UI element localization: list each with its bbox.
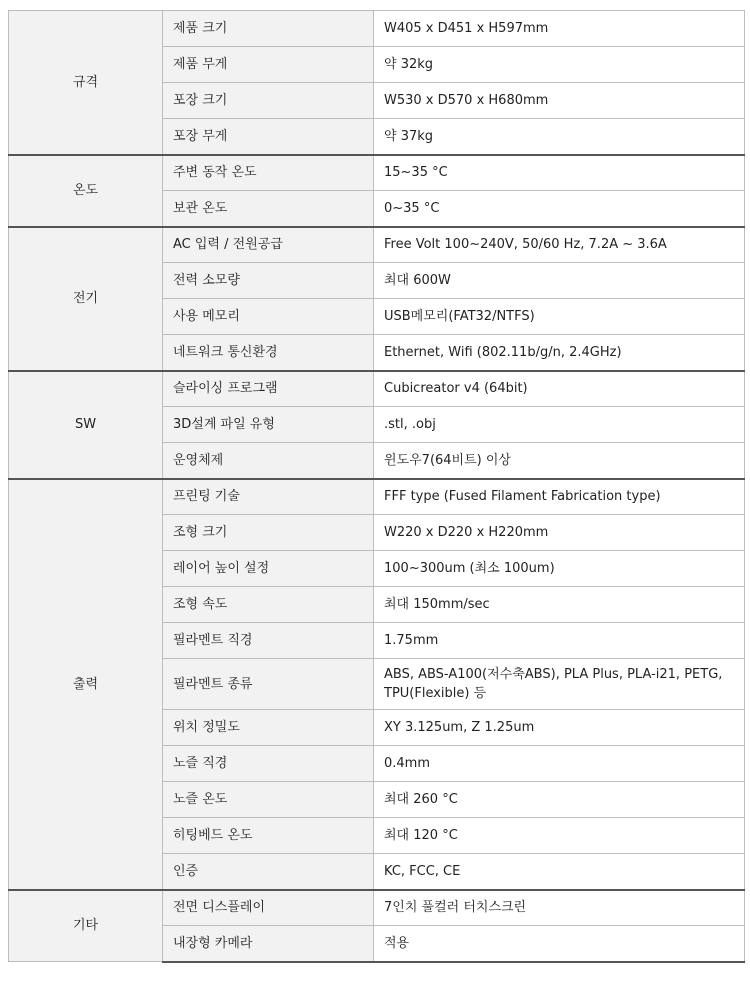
spec-value: 적용 [374,926,745,962]
spec-row [9,227,745,263]
spec-item-label: 포장 크기 [163,83,374,119]
spec-value: 0.4mm [374,746,745,782]
category-cell: 출력 [9,479,163,890]
spec-value: FFF type (Fused Filament Fabrication type) [374,479,745,515]
category-cell: 온도 [9,155,163,227]
spec-value: 0~35 °C [374,191,745,227]
spec-row [9,890,745,926]
spec-value: .stl, .obj [374,407,745,443]
spec-value: Cubicreator v4 (64bit) [374,371,745,407]
spec-value: 최대 600W [374,263,745,299]
spec-value: 1.75mm [374,623,745,659]
spec-item-label: 전면 디스플레이 [163,890,374,926]
spec-value: 15~35 °C [374,155,745,191]
spec-item-label: 제품 크기 [163,11,374,47]
spec-value: 최대 150mm/sec [374,587,745,623]
spec-value: 최대 260 °C [374,782,745,818]
spec-item-label: 전력 소모량 [163,263,374,299]
spec-row [9,11,745,47]
spec-item-label: 조형 속도 [163,587,374,623]
spec-item-label: 조형 크기 [163,515,374,551]
spec-value: Ethernet, Wifi (802.11b/g/n, 2.4GHz) [374,335,745,371]
spec-item-label: 히팅베드 온도 [163,818,374,854]
spec-item-label: 제품 무게 [163,47,374,83]
spec-value: 약 32kg [374,47,745,83]
spec-item-label: 주변 동작 온도 [163,155,374,191]
spec-value: ABS, ABS-A100(저수축ABS), PLA Plus, PLA-i21, PETG, TPU(Flexible) 등 [374,659,745,710]
category-cell: SW [9,371,163,479]
spec-item-label: 사용 메모리 [163,299,374,335]
spec-item-label: 위치 정밀도 [163,710,374,746]
spec-item-label: 노즐 온도 [163,782,374,818]
spec-item-label: 포장 무게 [163,119,374,155]
spec-value: 최대 120 °C [374,818,745,854]
category-cell: 규격 [9,11,163,155]
spec-item-label: 운영체제 [163,443,374,479]
spec-item-label: 인증 [163,854,374,890]
spec-item-label: AC 입력 / 전원공급 [163,227,374,263]
spec-value: Free Volt 100~240V, 50/60 Hz, 7.2A ~ 3.6A [374,227,745,263]
spec-value: 윈도우7(64비트) 이상 [374,443,745,479]
spec-item-label: 레이어 높이 설정 [163,551,374,587]
spec-item-label: 프린팅 기술 [163,479,374,515]
spec-item-label: 필라멘트 종류 [163,659,374,710]
spec-value: KC, FCC, CE [374,854,745,890]
spec-row [9,155,745,191]
spec-item-label: 3D설계 파일 유형 [163,407,374,443]
category-cell: 전기 [9,227,163,371]
spec-table-body [9,11,745,962]
spec-value: USB메모리(FAT32/NTFS) [374,299,745,335]
spec-table [8,10,745,963]
spec-value: 약 37kg [374,119,745,155]
spec-item-label: 노즐 직경 [163,746,374,782]
spec-item-label: 보관 온도 [163,191,374,227]
spec-item-label: 필라멘트 직경 [163,623,374,659]
spec-row [9,371,745,407]
spec-value: 100~300um (최소 100um) [374,551,745,587]
spec-value: W405 x D451 x H597mm [374,11,745,47]
spec-value: 7인치 풀컬러 터치스크린 [374,890,745,926]
category-cell: 기타 [9,890,163,962]
spec-item-label: 내장형 카메라 [163,926,374,962]
spec-item-label: 슬라이싱 프로그램 [163,371,374,407]
spec-row [9,479,745,515]
spec-value: W530 x D570 x H680mm [374,83,745,119]
spec-value: XY 3.125um, Z 1.25um [374,710,745,746]
spec-value: W220 x D220 x H220mm [374,515,745,551]
spec-item-label: 네트워크 통신환경 [163,335,374,371]
